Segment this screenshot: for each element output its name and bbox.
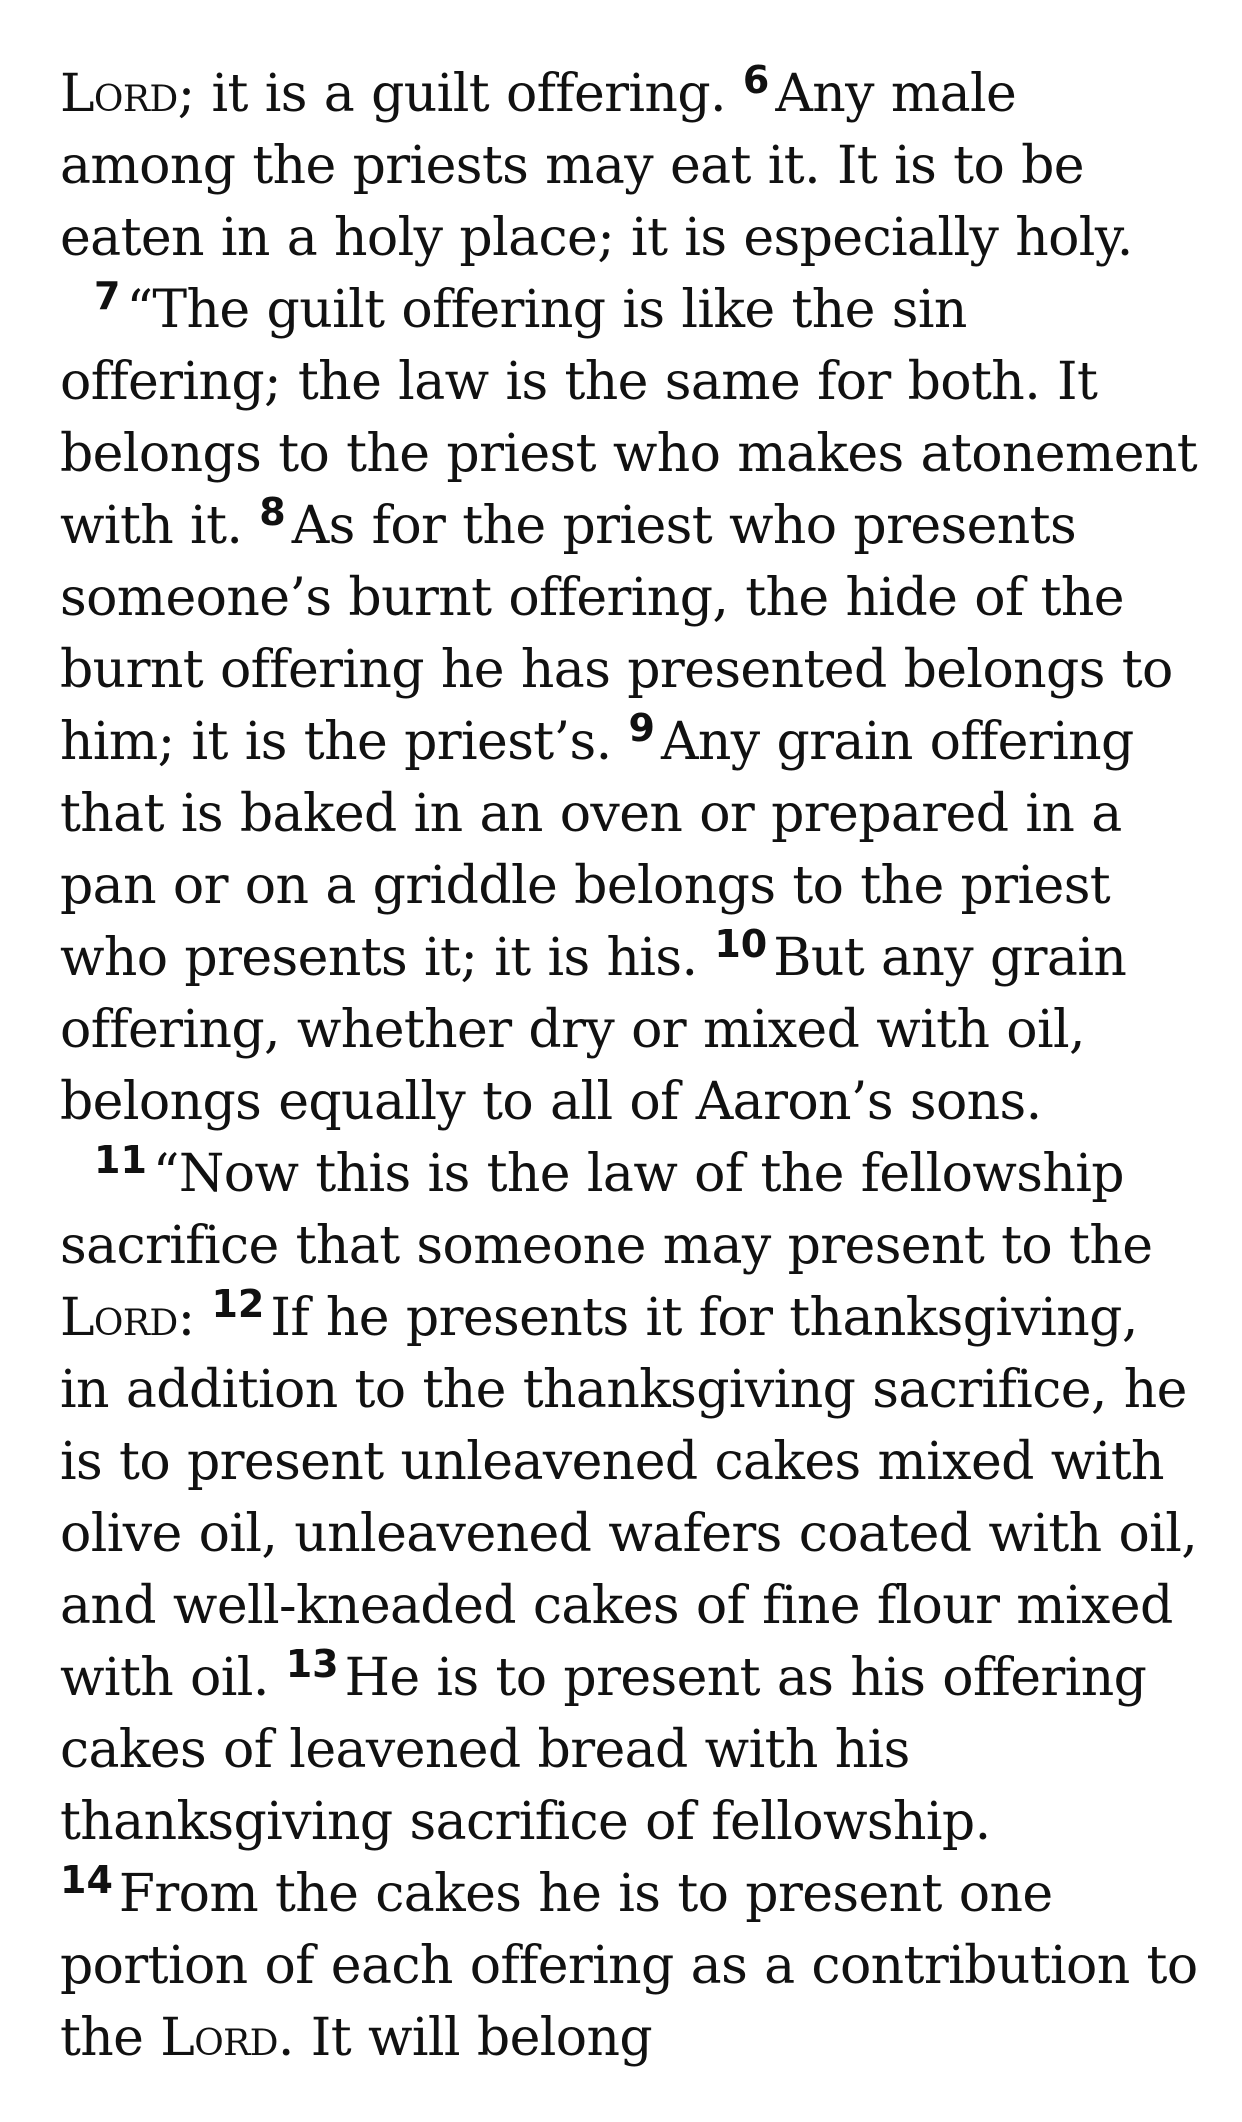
verse-number: 12 — [211, 1282, 265, 1326]
verse-text: “Now this is the law of the fellowship sacrifice that someone may present to the — [60, 1144, 1153, 1276]
verse-text: Any male among the priests may eat it. It is to be eaten in a holy place; it is especially holy. — [60, 64, 1133, 268]
paragraph — [60, 58, 1200, 274]
verse-text: ; it is a guilt offering. — [177, 64, 743, 124]
verse-text: If he presents it for thanksgiving, in addition to the thanksgiving sacrifice, he is to present unleavened cakes mixed with olive oil, unleavened wafers coated with oil, and well-kneaded cakes of fine flour mixed with oil. — [60, 1288, 1198, 1708]
verse-number: 10 — [714, 922, 768, 966]
verse-text: . It will belong — [277, 2008, 653, 2068]
verse-number: 13 — [285, 1642, 339, 1686]
verse-text: “The guilt offering is like the sin offering; the law is the same for both. It belongs to the priest who makes atonement with it. — [60, 280, 1198, 556]
paragraph — [60, 1138, 1200, 2074]
verse-text: He is to present as his offering cakes of leavened bread with his thanksgiving sacrifice of fellowship. — [60, 1648, 1147, 1852]
verse-number: 7 — [94, 274, 121, 318]
verse-number: 6 — [742, 58, 770, 102]
divine-name: Lord — [60, 64, 178, 124]
verse-number: 14 — [60, 1858, 113, 1902]
divine-name: Lord — [60, 1288, 178, 1348]
scripture-page — [60, 58, 1200, 2074]
verse-text: Any grain offering that is baked in an oven or prepared in a pan or on a griddle belongs to the priest who presents it; it is his. — [60, 712, 1134, 988]
verse-number: 11 — [94, 1138, 147, 1182]
paragraph — [60, 274, 1200, 1138]
divine-name: Lord — [160, 2008, 278, 2068]
verse-text: But any grain offering, whether dry or mixed with oil, belongs equally to all of Aaron’s sons. — [60, 928, 1127, 1132]
verse-text: : — [177, 1288, 212, 1348]
verse-number: 8 — [259, 490, 286, 534]
verse-text: As for the priest who presents someone’s burnt offering, the hide of the burnt offering he has presented belongs to him; it is the priest’s. — [60, 496, 1173, 772]
verse-number: 9 — [628, 706, 655, 750]
verse-text: From the cakes he is to present one portion of each offering as a contribution to the — [60, 1864, 1198, 2068]
